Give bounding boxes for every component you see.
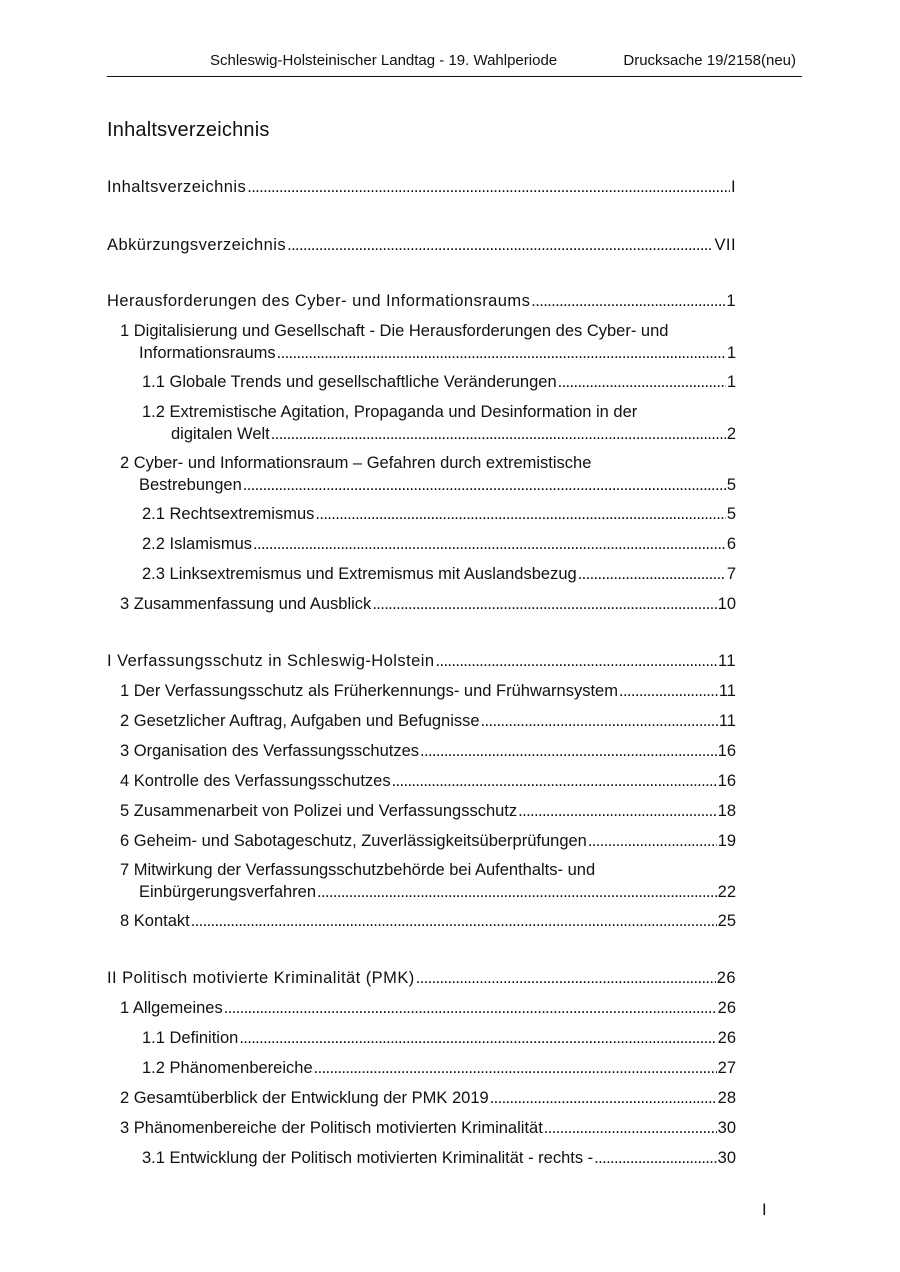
toc-entry-title: 1 Allgemeines [120,999,223,1017]
toc-entry[interactable] [120,800,736,822]
toc-entry-title: II Politisch motivierte Kriminalität (PMK) [107,969,415,987]
toc-entry[interactable] [120,770,736,792]
dot-leader [392,770,717,792]
dot-leader [416,967,716,989]
toc-entry[interactable] [120,1087,736,1109]
toc-entry[interactable] [120,740,736,762]
dot-leader [588,830,717,852]
toc-entry[interactable] [120,1117,736,1139]
toc-entry-title: 1.2 Extremistische Agitation, Propaganda und Desinformation in der [142,403,638,421]
toc-page-number: 26 [716,969,736,987]
toc-entry[interactable] [120,910,736,932]
toc-page-number: VII [714,236,736,254]
toc-entry-title: digitalen Welt [171,425,270,443]
toc-entry-title: 6 Geheim- und Sabotageschutz, Zuverlässigkeitsüberprüfungen [120,832,587,850]
dot-leader [372,593,716,615]
toc-entry-title: 2 Gesetzlicher Auftrag, Aufgaben und Befugnisse [120,712,480,730]
toc-entry-title: 7 Mitwirkung der Verfassungsschutzbehörde bei Aufenthalts- und [120,861,596,879]
toc-entry-title: Einbürgerungsverfahren [139,883,317,901]
toc-entry[interactable] [120,859,736,903]
toc-entry[interactable] [120,710,736,732]
toc-page-number: 27 [717,1059,736,1077]
toc-entry-title: 1.2 Phänomenbereiche [142,1059,313,1077]
toc-entry[interactable] [120,997,736,1019]
toc-page-number: 30 [717,1149,736,1167]
dot-leader [314,1057,717,1079]
toc-entry[interactable] [107,176,736,198]
header-document-number: Drucksache 19/2158(neu) [623,52,796,69]
toc-page-number: 5 [726,476,736,494]
toc-page-number: I [730,178,736,196]
toc-page-number: 30 [717,1119,736,1137]
toc-entry-title: 4 Kontrolle des Verfassungsschutzes [120,772,391,790]
dot-leader [481,710,718,732]
toc-page-number: 7 [726,565,736,583]
toc-page-number: 16 [717,742,736,760]
toc-entry[interactable] [120,320,736,364]
toc-entry-title: 5 Zusammenarbeit von Polizei und Verfassungsschutz [120,802,518,820]
toc-entry-title: 2.2 Islamismus [142,535,253,553]
toc-entry[interactable] [107,967,736,989]
dot-leader [518,800,717,822]
dot-leader [224,997,717,1019]
dot-leader [243,474,726,496]
dot-leader [490,1087,717,1109]
toc-entry-title: Bestrebungen [139,476,242,494]
dot-leader [247,176,730,198]
dot-leader [287,234,713,256]
dot-leader [271,423,726,445]
dot-leader [578,563,726,585]
toc-entry-title: 3 Phänomenbereiche der Politisch motivierten Kriminalität [120,1119,543,1137]
toc-entry-title: Inhaltsverzeichnis [107,178,247,196]
dot-leader [436,650,717,672]
toc-page-number: 5 [726,505,736,523]
toc-page-number: 19 [717,832,736,850]
toc-page-number: 11 [718,712,736,730]
toc-entry-title: 1.1 Globale Trends und gesellschaftliche Veränderungen [142,373,557,391]
toc-entry[interactable] [120,680,736,702]
toc-page-number: 18 [717,802,736,820]
toc-entry[interactable] [142,1027,736,1049]
toc-page-number: 16 [717,772,736,790]
toc-page-number: 25 [717,912,736,930]
dot-leader [531,290,725,312]
toc-page-number: 11 [717,652,736,670]
dot-leader [594,1147,716,1169]
toc-page-number: 10 [717,595,736,613]
toc-entry[interactable] [142,401,736,445]
toc-entry[interactable] [120,830,736,852]
toc-entry-title: Herausforderungen des Cyber- und Informationsraums [107,292,531,310]
dot-leader [619,680,718,702]
toc-page-number: 28 [717,1089,736,1107]
toc-entry[interactable] [142,563,736,585]
toc-entry-title: Abkürzungsverzeichnis [107,236,287,254]
toc-page-number: 22 [717,883,736,901]
header-parliament-title: Schleswig-Holsteinischer Landtag - 19. Wahlperiode [210,52,558,69]
toc-entry[interactable] [107,290,736,312]
toc-page-number: 11 [718,682,736,700]
dot-leader [191,910,717,932]
toc-entry[interactable] [120,593,736,615]
page-number: I [762,1201,767,1219]
toc-entry-title: 1 Der Verfassungsschutz als Früherkennungs- und Frühwarnsystem [120,682,618,700]
toc-page-number: 1 [726,373,736,391]
toc-page-number: 1 [726,344,736,362]
toc-page-number: 2 [726,425,736,443]
toc-entry[interactable] [120,452,736,496]
toc-entry-title: 2.1 Rechtsextremismus [142,505,315,523]
toc-entry-title: 3.1 Entwicklung der Politisch motivierten Kriminalität - rechts - [142,1149,594,1167]
dot-leader [315,503,725,525]
toc-entry-title: 1 Digitalisierung und Gesellschaft - Die Herausforderungen des Cyber- und [120,322,669,340]
toc-entry[interactable] [142,503,736,525]
toc-entry[interactable] [142,371,736,393]
toc-entry-title: 2 Cyber- und Informationsraum – Gefahren durch extremistische [120,454,592,472]
toc-page-number: 1 [726,292,736,310]
toc-entry[interactable] [142,1057,736,1079]
toc-entry-title: 2 Gesamtüberblick der Entwicklung der PMK 2019 [120,1089,489,1107]
dot-leader [558,371,726,393]
dot-leader [253,533,726,555]
toc-entry-title: 2.3 Linksextremismus und Extremismus mit Auslandsbezug [142,565,577,583]
toc-page-number: 6 [726,535,736,553]
toc-entry-title: 3 Zusammenfassung und Ausblick [120,595,372,613]
dot-leader [544,1117,717,1139]
toc-page-number: 26 [717,1029,736,1047]
toc-entry[interactable] [142,1147,736,1169]
dot-leader [317,881,717,903]
dot-leader [420,740,717,762]
toc-entry[interactable] [142,533,736,555]
toc-entry-title: 1.1 Definition [142,1029,239,1047]
toc-entry-title: I Verfassungsschutz in Schleswig-Holstein [107,652,435,670]
toc-heading: Inhaltsverzeichnis [107,119,270,141]
toc-entry[interactable] [107,234,736,256]
toc-page-number: 26 [717,999,736,1017]
toc-entry[interactable] [107,650,736,672]
toc-entry-title: Informationsraums [139,344,276,362]
toc-entry-title: 8 Kontakt [120,912,190,930]
toc-entry-title: 3 Organisation des Verfassungsschutzes [120,742,420,760]
dot-leader [277,342,726,364]
dot-leader [239,1027,716,1049]
